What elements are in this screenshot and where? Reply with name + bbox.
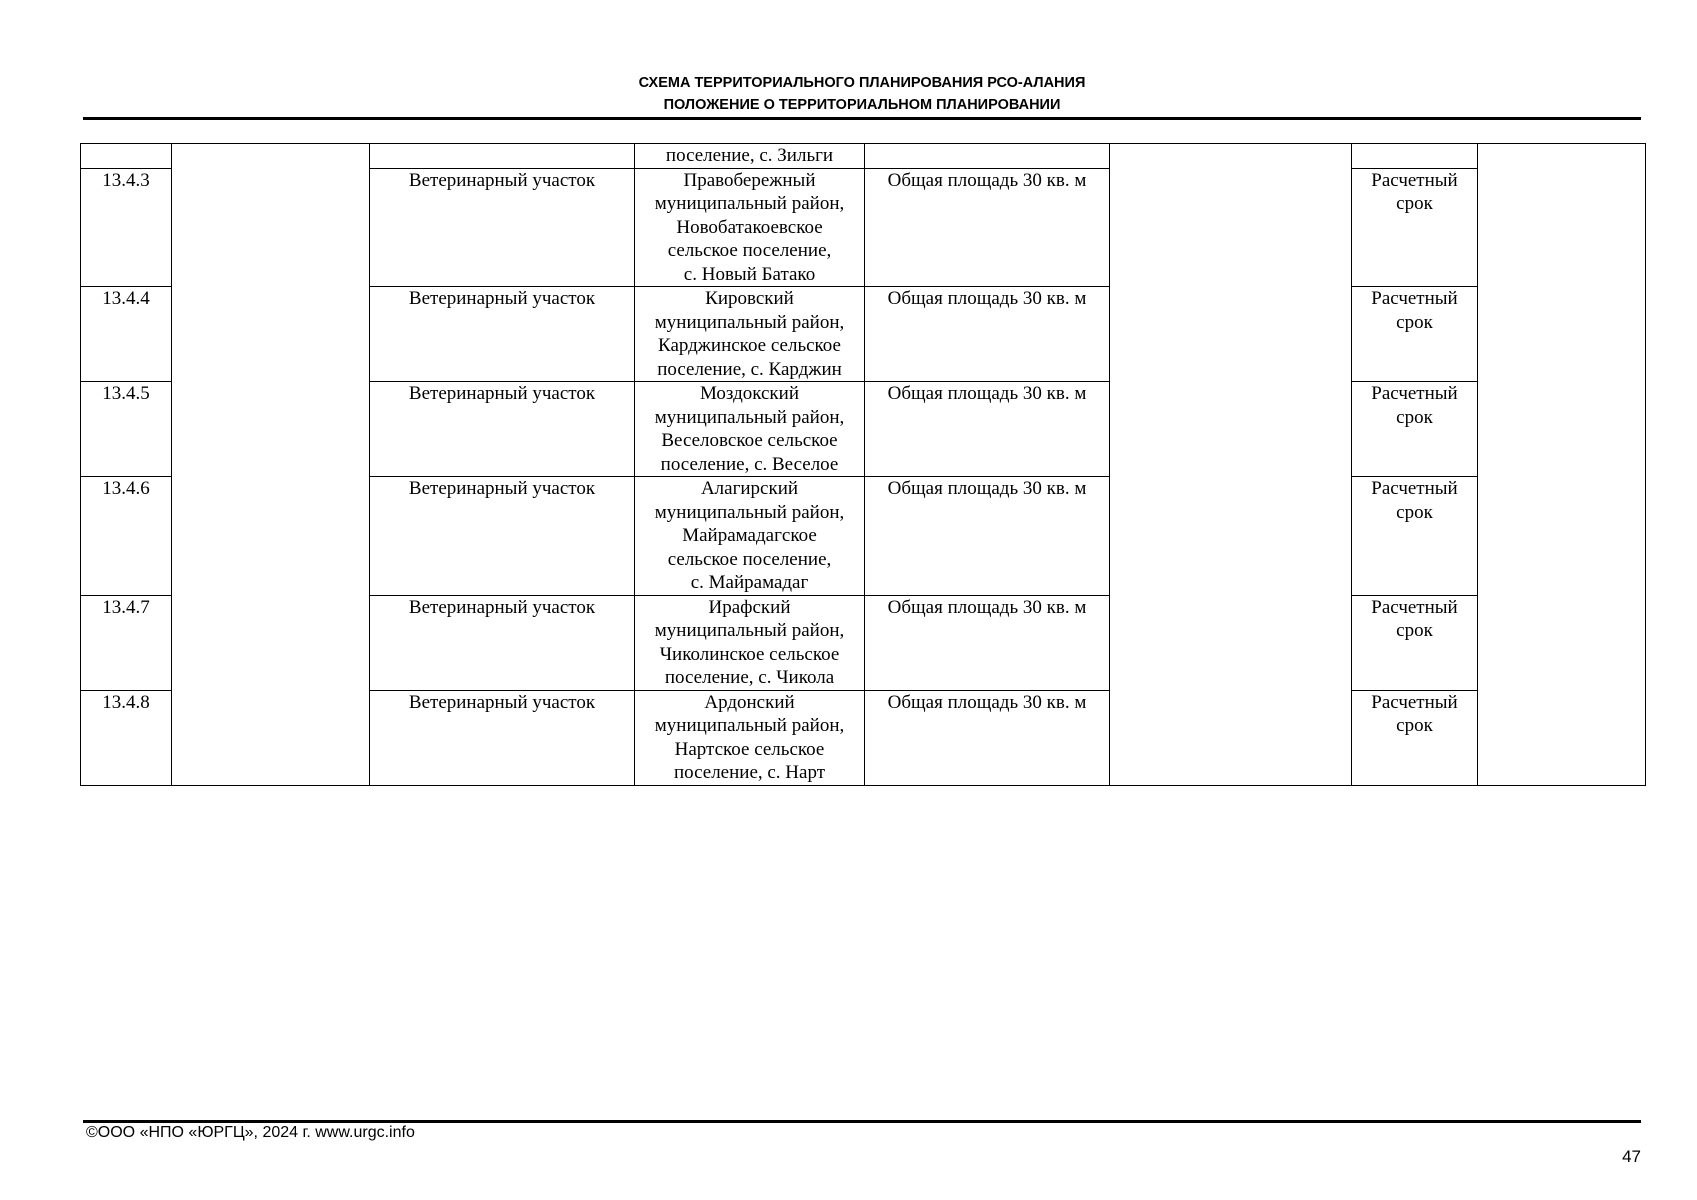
cell-characteristic: Общая площадь 30 кв. м — [865, 690, 1110, 785]
cell-term: Расчетный срок — [1352, 287, 1478, 382]
cell-location: Кировский муниципальный район, Карджинское сельское поселение, с. Карджин — [635, 287, 865, 382]
cell-term: Расчетный срок — [1352, 690, 1478, 785]
cell-merged-col8 — [1478, 144, 1646, 786]
cell-term: Расчетный срок — [1352, 595, 1478, 690]
cell-name: Ветеринарный участок — [370, 168, 635, 287]
table-row-continuation — [81, 144, 1646, 169]
cell-location: Ардонский муниципальный район, Нартское сельское поселение, с. Нарт — [635, 690, 865, 785]
cell-name: Ветеринарный участок — [370, 477, 635, 596]
cell-term: Расчетный срок — [1352, 477, 1478, 596]
cell-location: Моздокский муниципальный район, Веселовское сельское поселение, с. Веселое — [635, 382, 865, 477]
cell-characteristic: Общая площадь 30 кв. м — [865, 168, 1110, 287]
footer-divider — [83, 1120, 1641, 1123]
cell-location: Алагирский муниципальный район, Майрамадагское сельское поселение, с. Майрамадаг — [635, 477, 865, 596]
cell-name: Ветеринарный участок — [370, 287, 635, 382]
cell-characteristic — [865, 144, 1110, 169]
cell-characteristic: Общая площадь 30 кв. м — [865, 595, 1110, 690]
cell-merged-col6 — [1110, 144, 1352, 786]
cell-name: Ветеринарный участок — [370, 595, 635, 690]
cell-location: Ирафский муниципальный район, Чиколинское сельское поселение, с. Чикола — [635, 595, 865, 690]
cell-num: 13.4.4 — [81, 287, 172, 382]
cell-num: 13.4.5 — [81, 382, 172, 477]
facilities-table — [80, 143, 1646, 786]
cell-name: Ветеринарный участок — [370, 382, 635, 477]
footer-copyright: ©ООО «НПО «ЮРГЦ», 2024 г. www.urgc.info — [86, 1124, 415, 1141]
cell-term: Расчетный срок — [1352, 168, 1478, 287]
cell-term — [1352, 144, 1478, 169]
cell-name — [370, 144, 635, 169]
header-divider — [83, 117, 1641, 120]
cell-num: 13.4.3 — [81, 168, 172, 287]
cell-num — [81, 144, 172, 169]
cell-term: Расчетный срок — [1352, 382, 1478, 477]
page-number: 47 — [1622, 1147, 1641, 1166]
cell-merged-col2 — [172, 144, 370, 786]
cell-characteristic: Общая площадь 30 кв. м — [865, 382, 1110, 477]
cell-num: 13.4.8 — [81, 690, 172, 785]
cell-location: Правобережный муниципальный район, Новобатакоевское сельское поселение, с. Новый Батако — [635, 168, 865, 287]
cell-location: поселение, с. Зильги — [635, 144, 865, 169]
header-title: СХЕМА ТЕРРИТОРИАЛЬНОГО ПЛАНИРОВАНИЯ РСО-АЛАНИЯ — [638, 75, 1086, 91]
cell-num: 13.4.7 — [81, 595, 172, 690]
cell-num: 13.4.6 — [81, 477, 172, 596]
cell-characteristic: Общая площадь 30 кв. м — [865, 477, 1110, 596]
header-subtitle: ПОЛОЖЕНИЕ О ТЕРРИТОРИАЛЬНОМ ПЛАНИРОВАНИИ — [663, 97, 1061, 113]
cell-name: Ветеринарный участок — [370, 690, 635, 785]
document-header — [83, 72, 1641, 116]
cell-characteristic: Общая площадь 30 кв. м — [865, 287, 1110, 382]
